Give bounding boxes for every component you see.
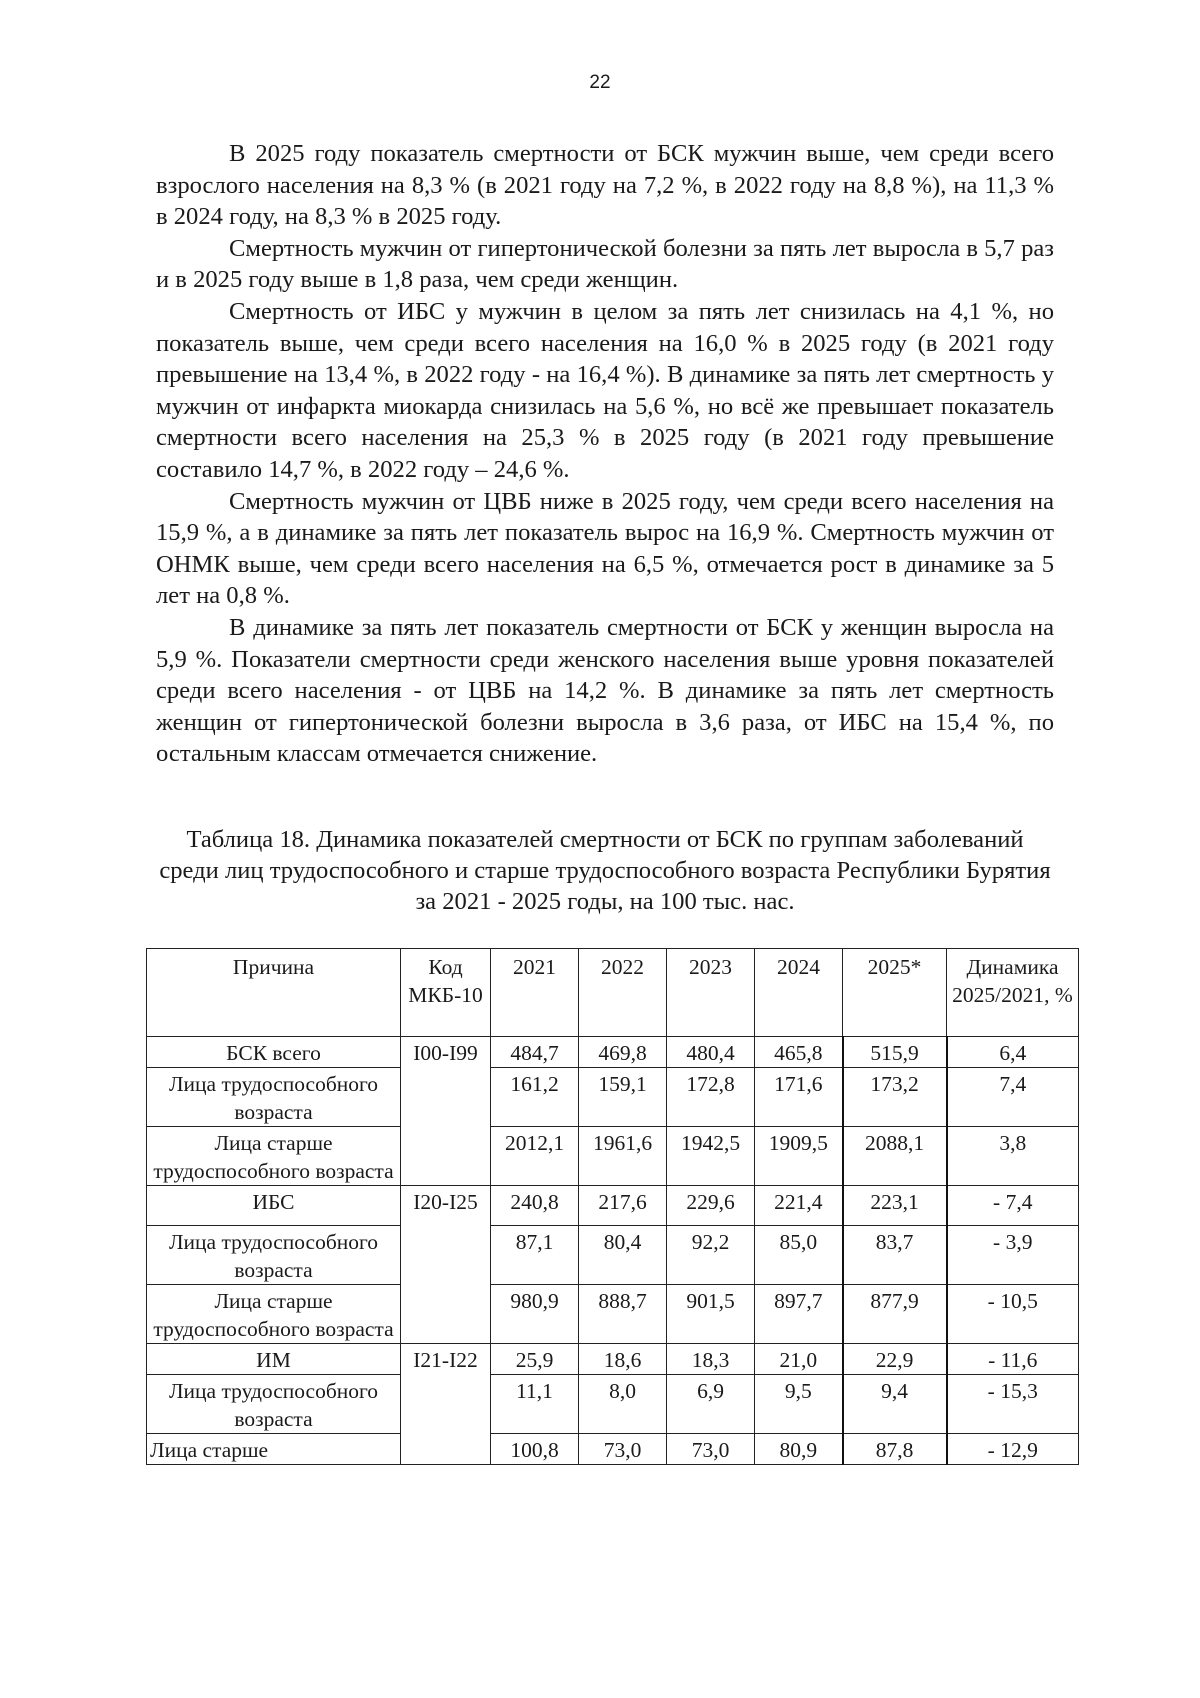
cause-cell: Лица старше трудоспособного возраста	[147, 1285, 401, 1344]
dynamics-cell: 3,8	[947, 1127, 1079, 1186]
dynamics-cell: 7,4	[947, 1068, 1079, 1127]
header-2025: 2025*	[843, 949, 947, 1037]
value-2024: 85,0	[755, 1226, 843, 1285]
value-2021: 100,8	[491, 1434, 579, 1465]
value-2023: 92,2	[667, 1226, 755, 1285]
value-2025: 9,4	[843, 1375, 947, 1434]
value-2024: 465,8	[755, 1037, 843, 1068]
dynamics-cell: - 12,9	[947, 1434, 1079, 1465]
table-row	[147, 1037, 1079, 1068]
value-2025: 173,2	[843, 1068, 947, 1127]
dynamics-cell: - 15,3	[947, 1375, 1079, 1434]
cause-cell: Лица трудоспособного возраста	[147, 1226, 401, 1285]
value-2023: 18,3	[667, 1344, 755, 1375]
value-2023: 73,0	[667, 1434, 755, 1465]
dynamics-cell: - 11,6	[947, 1344, 1079, 1375]
value-2021: 161,2	[491, 1068, 579, 1127]
table-row	[147, 1434, 1079, 1465]
header-2022: 2022	[579, 949, 667, 1037]
cause-cell: ИБС	[147, 1186, 401, 1226]
value-2024: 221,4	[755, 1186, 843, 1226]
cause-cell: Лица трудоспособного возраста	[147, 1375, 401, 1434]
paragraph: Смертность мужчин от ЦВБ ниже в 2025 году, чем среди всего населения на 15,9 %, а в динамике за пять лет показатель вырос на 16,9 %. Смертность мужчин от ОНМК выше, чем среди всего населения на 6,5 %, отмечается рост в динамике за 5 лет на 0,8 %.	[156, 487, 1054, 610]
cause-cell: ИМ	[147, 1344, 401, 1375]
mortality-table	[146, 948, 1079, 1465]
header-cause: Причина	[147, 949, 401, 1037]
header-code: Код МКБ-10	[401, 949, 491, 1037]
value-2021: 11,1	[491, 1375, 579, 1434]
dynamics-cell: 6,4	[947, 1037, 1079, 1068]
value-2022: 217,6	[579, 1186, 667, 1226]
dynamics-cell: - 7,4	[947, 1186, 1079, 1226]
body-text	[156, 138, 1054, 770]
value-2025: 2088,1	[843, 1127, 947, 1186]
value-2021: 484,7	[491, 1037, 579, 1068]
table-row	[147, 1344, 1079, 1375]
cause-cell: Лица старше	[147, 1434, 401, 1465]
cause-cell: Лица старше трудоспособного возраста	[147, 1127, 401, 1186]
value-2022: 888,7	[579, 1285, 667, 1344]
value-2022: 8,0	[579, 1375, 667, 1434]
table-caption: Таблица 18. Динамика показателей смертности от БСК по группам заболеваний среди лиц трудоспособного и старше трудоспособного возраста Республики Бурятия за 2021 - 2025 годы, на 100 тыс. нас.	[159, 826, 1051, 915]
header-2021: 2021	[491, 949, 579, 1037]
value-2024: 80,9	[755, 1434, 843, 1465]
value-2024: 1909,5	[755, 1127, 843, 1186]
paragraph: В динамике за пять лет показатель смертности от БСК у женщин выросла на 5,9 %. Показатели смертности среди женского населения выше уровня показателей среди всего населения - от ЦВБ на 14,2 %. В динамике за пять лет смертность женщин от гипертонической болезни выросла в 3,6 раза, от ИБС на 15,4 %, по остальным классам отмечается снижение.	[156, 613, 1054, 768]
code-cell: I20-I25	[401, 1186, 491, 1344]
code-cell: I00-I99	[401, 1037, 491, 1186]
dynamics-cell: - 10,5	[947, 1285, 1079, 1344]
value-2021: 87,1	[491, 1226, 579, 1285]
value-2022: 80,4	[579, 1226, 667, 1285]
table-row	[147, 1375, 1079, 1434]
value-2022: 159,1	[579, 1068, 667, 1127]
value-2024: 21,0	[755, 1344, 843, 1375]
value-2023: 480,4	[667, 1037, 755, 1068]
value-2023: 901,5	[667, 1285, 755, 1344]
value-2023: 6,9	[667, 1375, 755, 1434]
table-row	[147, 1226, 1079, 1285]
page-number: 22	[589, 72, 611, 93]
cause-cell: БСК всего	[147, 1037, 401, 1068]
value-2025: 87,8	[843, 1434, 947, 1465]
value-2023: 229,6	[667, 1186, 755, 1226]
paragraph: В 2025 году показатель смертности от БСК мужчин выше, чем среди всего взрослого населения на 8,3 % (в 2021 году на 7,2 %, в 2022 году на 8,8 %), на 11,3 % в 2024 году, на 8,3 % в 2025 году.	[156, 140, 1054, 231]
value-2023: 1942,5	[667, 1127, 755, 1186]
dynamics-cell: - 3,9	[947, 1226, 1079, 1285]
value-2021: 240,8	[491, 1186, 579, 1226]
value-2023: 172,8	[667, 1068, 755, 1127]
table-row	[147, 1068, 1079, 1127]
header-2024: 2024	[755, 949, 843, 1037]
header-dynamics: Динамика 2025/2021, %	[947, 949, 1079, 1037]
value-2022: 18,6	[579, 1344, 667, 1375]
value-2024: 171,6	[755, 1068, 843, 1127]
paragraph: Смертность от ИБС у мужчин в целом за пять лет снизилась на 4,1 %, но показатель выше, чем среди всего населения на 16,0 % в 2025 году (в 2021 году превышение на 13,4 %, в 2022 году - на 16,4 %). В динамике за пять лет смертность у мужчин от инфаркта миокарда снизилась на 5,6 %, но всё же превышает показатель смертности всего населения на 25,3 % в 2025 году (в 2021 году превышение составило 14,7 %, в 2022 году – 24,6 %.	[156, 297, 1054, 483]
value-2022: 1961,6	[579, 1127, 667, 1186]
value-2021: 25,9	[491, 1344, 579, 1375]
value-2025: 877,9	[843, 1285, 947, 1344]
value-2022: 469,8	[579, 1037, 667, 1068]
cause-cell: Лица трудоспособного возраста	[147, 1068, 401, 1127]
table-row	[147, 1127, 1079, 1186]
value-2025: 22,9	[843, 1344, 947, 1375]
paragraph: Смертность мужчин от гипертонической болезни за пять лет выросла в 5,7 раз и в 2025 году выше в 1,8 раза, чем среди женщин.	[156, 234, 1054, 294]
table-row	[147, 1186, 1079, 1226]
value-2025: 83,7	[843, 1226, 947, 1285]
value-2025: 515,9	[843, 1037, 947, 1068]
table-header-row	[147, 949, 1079, 1037]
value-2021: 980,9	[491, 1285, 579, 1344]
header-2023: 2023	[667, 949, 755, 1037]
value-2024: 897,7	[755, 1285, 843, 1344]
code-cell: I21-I22	[401, 1344, 491, 1465]
value-2022: 73,0	[579, 1434, 667, 1465]
value-2024: 9,5	[755, 1375, 843, 1434]
value-2025: 223,1	[843, 1186, 947, 1226]
value-2021: 2012,1	[491, 1127, 579, 1186]
table-row	[147, 1285, 1079, 1344]
